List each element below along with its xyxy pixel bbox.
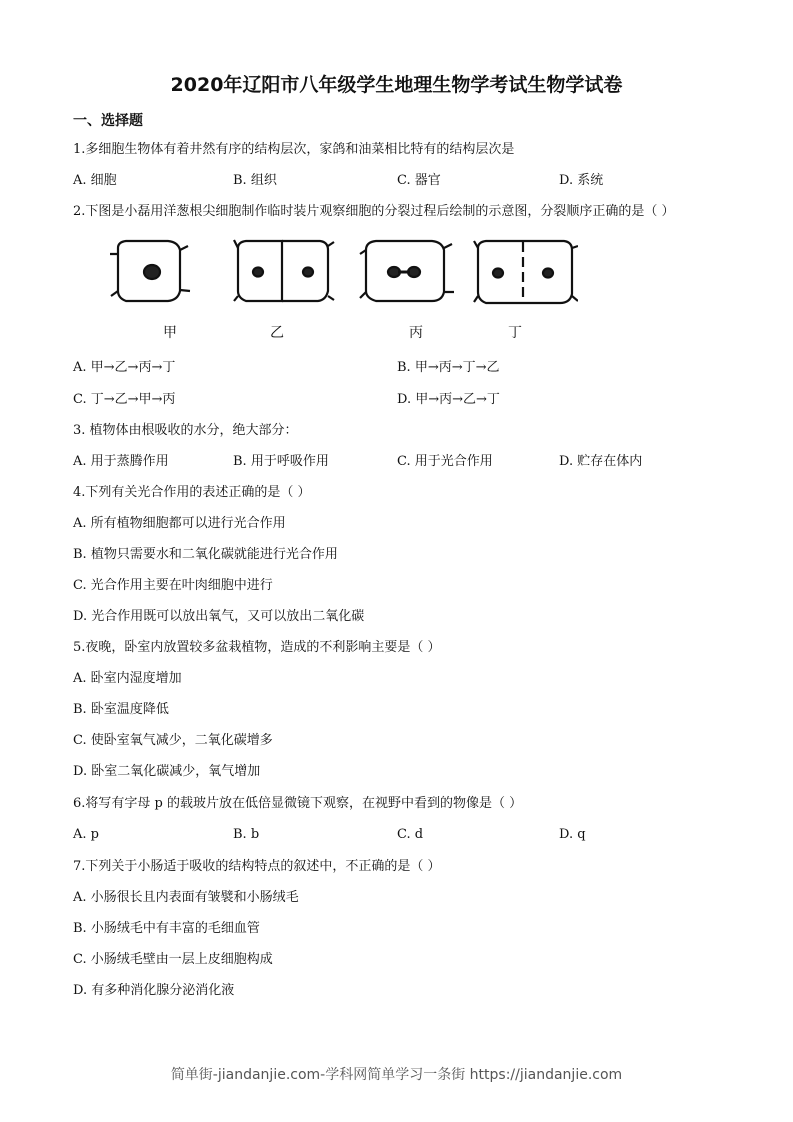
question-stem: 3. 植物体由根吸收的水分，绝大部分： — [73, 423, 298, 438]
cell-ding — [474, 241, 578, 303]
cell-jia — [110, 241, 190, 301]
answer-option: A. 甲→乙→丙→丁 — [73, 360, 176, 375]
answer-option: C. 使卧室氧气减少，二氧化碳增多 — [73, 733, 273, 748]
answer-option: C. d — [397, 827, 424, 842]
figure-label-ding: 丁 — [508, 325, 522, 341]
cell-bing — [360, 241, 454, 301]
answer-option: B. 用于呼吸作用 — [233, 454, 329, 469]
question-stem: 7.下列关于小肠适于吸收的结构特点的叙述中，不正确的是（ ） — [73, 859, 441, 874]
answer-option: B. 植物只需要水和二氧化碳就能进行光合作用 — [73, 547, 338, 562]
question-stem: 4.下列有关光合作用的表述正确的是（ ） — [73, 485, 311, 500]
answer-option: A. 卧室内湿度增加 — [73, 671, 182, 686]
answer-option: B. b — [233, 827, 260, 842]
answer-option: D. q — [559, 827, 586, 842]
answer-option: B. 甲→丙→丁→乙 — [397, 360, 500, 375]
answer-option: A. 细胞 — [73, 173, 117, 188]
answer-option: D. 有多种消化腺分泌消化液 — [73, 983, 235, 998]
cell-division-figure — [108, 236, 578, 316]
answer-option: D. 系统 — [559, 173, 604, 188]
answer-option: D. 光合作用既可以放出氧气，又可以放出二氧化碳 — [73, 609, 365, 624]
answer-option: D. 贮存在体内 — [559, 454, 643, 469]
section-heading: 一、选择题 — [73, 113, 143, 129]
question-stem: 2.下图是小磊用洋葱根尖细胞制作临时装片观察细胞的分裂过程后绘制的示意图，分裂顺序正确的是（ ） — [73, 204, 675, 219]
answer-option: A. 小肠很长且内表面有皱襞和小肠绒毛 — [73, 890, 299, 905]
question-stem: 6.将写有字母 p 的载玻片放在低倍显微镜下观察，在视野中看到的物像是（ ） — [73, 796, 523, 811]
page-title: 2020年辽阳市八年级学生地理生物学考试生物学试卷 — [170, 74, 623, 96]
answer-option: B. 卧室温度降低 — [73, 702, 169, 717]
figure-label-jia: 甲 — [163, 325, 177, 341]
answer-option: C. 丁→乙→甲→丙 — [73, 392, 176, 407]
figure-label-yi: 乙 — [270, 325, 284, 341]
footer-watermark: 简单街-jiandanjie.com-学科网简单学习一条街 https://jiandanjie.com — [170, 1067, 623, 1083]
answer-option: D. 卧室二氧化碳减少，氧气增加 — [73, 764, 261, 779]
answer-option: B. 组织 — [233, 173, 277, 188]
cell-yi — [234, 240, 334, 301]
answer-option: A. p — [73, 827, 99, 842]
answer-option: D. 甲→丙→乙→丁 — [397, 392, 500, 407]
answer-option: A. 用于蒸腾作用 — [73, 454, 169, 469]
answer-option: A. 所有植物细胞都可以进行光合作用 — [73, 516, 286, 531]
question-stem: 5.夜晚，卧室内放置较多盆栽植物，造成的不利影响主要是（ ） — [73, 640, 441, 655]
figure-label-bing: 丙 — [409, 325, 423, 341]
question-stem: 1.多细胞生物体有着井然有序的结构层次，家鸽和油菜相比特有的结构层次是 — [73, 142, 515, 157]
answer-option: C. 光合作用主要在叶肉细胞中进行 — [73, 578, 273, 593]
answer-option: C. 小肠绒毛壁由一层上皮细胞构成 — [73, 952, 273, 967]
answer-option: B. 小肠绒毛中有丰富的毛细血管 — [73, 921, 260, 936]
answer-option: C. 器官 — [397, 173, 441, 188]
answer-option: C. 用于光合作用 — [397, 454, 493, 469]
